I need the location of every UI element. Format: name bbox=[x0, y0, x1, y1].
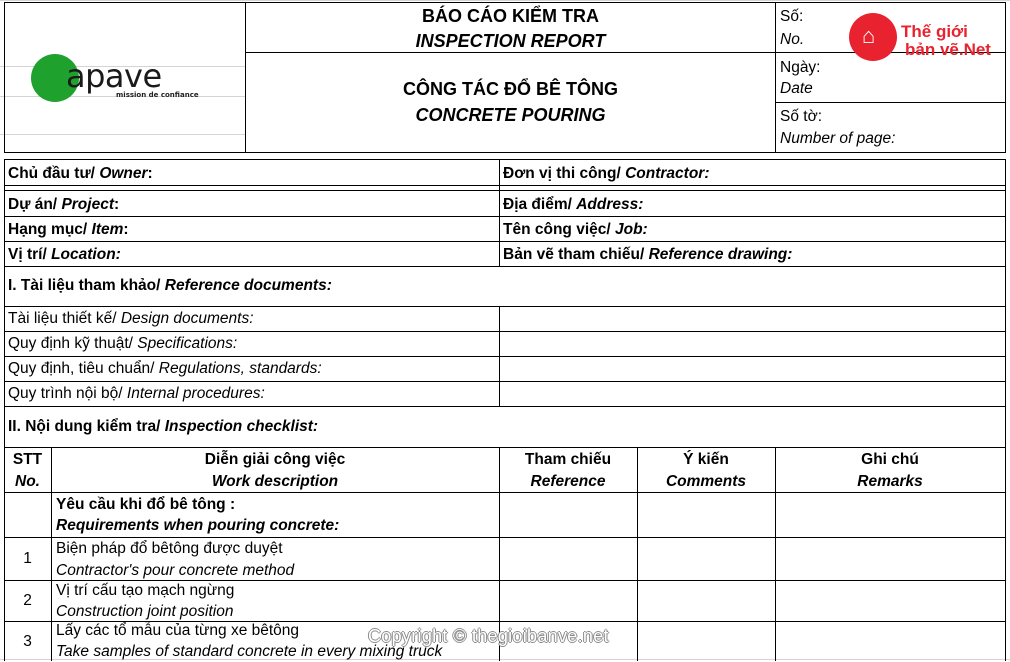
row-number: 3 bbox=[23, 633, 32, 650]
report-title-en: INSPECTION REPORT bbox=[415, 31, 606, 51]
page-count-label-vi: Số tờ: bbox=[780, 108, 823, 125]
owner-field[interactable]: Chủ đầu tư/ Owner: bbox=[8, 165, 153, 182]
col-header-comments-en: Comments bbox=[665, 473, 747, 490]
contractor-field[interactable]: Đơn vị thi công/ Contractor: bbox=[503, 165, 710, 182]
reference-drawing-field[interactable]: Bản vẽ tham chiếu/ Reference drawing: bbox=[503, 246, 793, 263]
copyright-watermark: Copyright © thegioibanve.net bbox=[368, 626, 609, 646]
col-header-comments-vi: Ý kiến bbox=[683, 451, 729, 468]
date-label-en: Date bbox=[780, 80, 813, 97]
report-subject-en: CONCRETE POURING bbox=[415, 105, 606, 125]
col-header-remarks-en: Remarks bbox=[857, 473, 923, 490]
list-item[interactable]: Quy định kỹ thuật/ Specifications: bbox=[8, 335, 238, 352]
col-header-stt-vi: STT bbox=[12, 451, 43, 468]
row-number: 1 bbox=[23, 550, 32, 567]
report-subject-vi: CÔNG TÁC ĐỔ BÊ TÔNG bbox=[403, 79, 618, 99]
row-desc-vi: Vị trí cấu tạo mạch ngừng bbox=[56, 582, 235, 599]
col-header-ref-en: Reference bbox=[530, 473, 606, 490]
row-desc-vi: Biện pháp đổ bêtông được duyệt bbox=[56, 540, 283, 557]
list-item[interactable]: Quy trình nội bộ/ Internal procedures: bbox=[8, 385, 265, 402]
watermark-line2: bản vẽ.Net bbox=[905, 40, 991, 59]
list-item[interactable]: Quy định, tiêu chuẩn/ Regulations, standards: bbox=[8, 360, 322, 377]
logo-tagline: mission de confiance bbox=[116, 91, 199, 99]
report-no-label-en: No. bbox=[780, 31, 805, 48]
logo-wordmark: apave bbox=[66, 57, 162, 95]
row-number: 2 bbox=[23, 592, 32, 609]
house-icon: ⌂ bbox=[862, 23, 876, 48]
report-title-vi: BÁO CÁO KIỂM TRA bbox=[422, 6, 599, 26]
project-field[interactable]: Dự án/ Project: bbox=[8, 196, 120, 213]
address-field[interactable]: Địa điểm/ Address: bbox=[503, 196, 644, 213]
section1-title: I. Tài liệu tham khảo/ Reference documents: bbox=[8, 277, 332, 294]
col-header-desc-en: Work description bbox=[211, 473, 339, 490]
job-field[interactable]: Tên công việc/ Job: bbox=[503, 221, 648, 238]
report-no-label-vi: Số: bbox=[780, 8, 804, 25]
list-item[interactable]: Tài liệu thiết kế/ Design documents: bbox=[8, 310, 254, 327]
page-count-label-en: Number of page: bbox=[780, 130, 896, 147]
group-heading-en: Requirements when pouring concrete: bbox=[56, 517, 340, 534]
watermark-line1: Thế giới bbox=[901, 22, 968, 41]
group-heading-vi: Yêu cầu khi đổ bê tông : bbox=[56, 496, 236, 513]
row-desc-en: Construction joint position bbox=[56, 603, 234, 620]
section2-title: II. Nội dung kiểm tra/ Inspection checklist: bbox=[8, 418, 319, 435]
item-field[interactable]: Hạng mục/ Item: bbox=[8, 221, 129, 238]
col-header-desc-vi: Diễn giải công việc bbox=[204, 451, 346, 468]
location-field[interactable]: Vị trí/ Location: bbox=[8, 246, 121, 263]
col-header-remarks-vi: Ghi chú bbox=[861, 451, 919, 468]
col-header-ref-vi: Tham chiếu bbox=[524, 451, 612, 468]
row-desc-en: Contractor's pour concrete method bbox=[56, 562, 295, 579]
date-label-vi: Ngày: bbox=[780, 59, 821, 76]
row-desc-vi: Lấy các tổ mẫu của từng xe bêtông bbox=[56, 622, 300, 639]
col-header-stt-en: No. bbox=[15, 473, 40, 490]
row-desc-en: Take samples of standard concrete in every mixing truck bbox=[56, 643, 443, 660]
